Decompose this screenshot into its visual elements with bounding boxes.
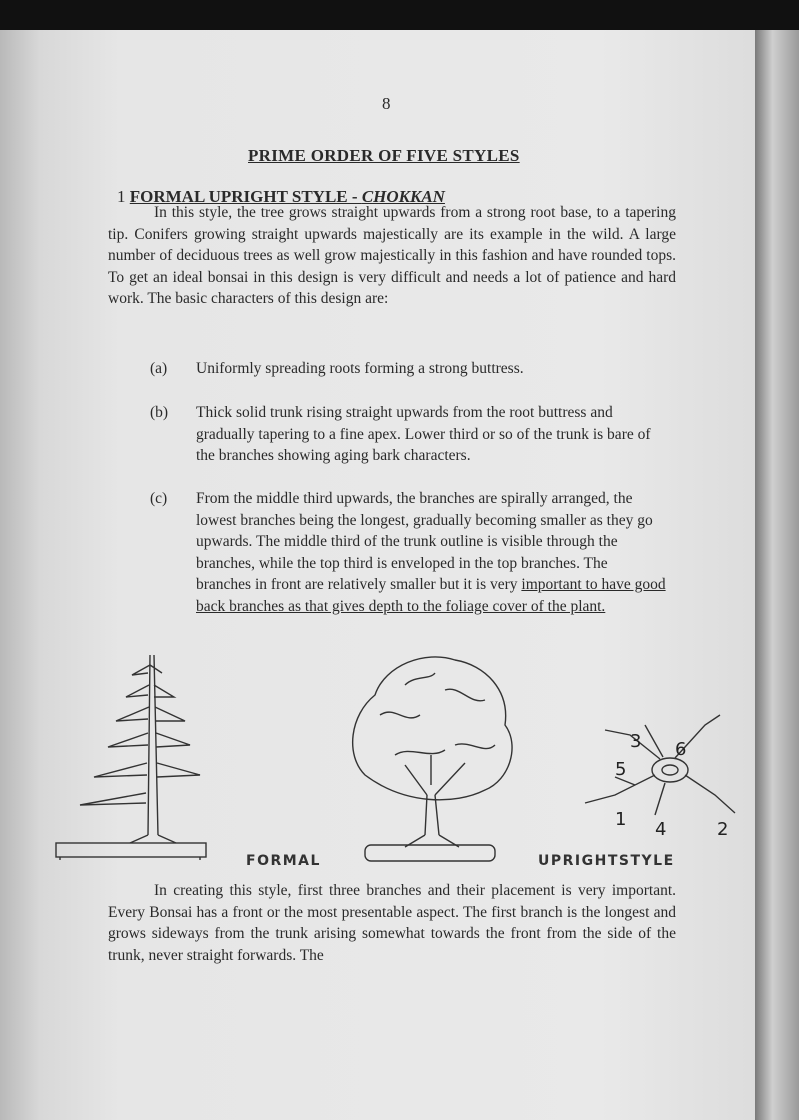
- branch-arrangement-diagram: [575, 695, 745, 845]
- page-number: 8: [382, 94, 391, 113]
- caption-upright-style: UPRIGHTSTYLE: [538, 853, 675, 869]
- section-heading-japanese: CHOKKAN: [361, 187, 445, 206]
- branch-number-3: 3: [630, 731, 642, 752]
- list-item-text: Uniformly spreading roots forming a strong buttress.: [196, 360, 524, 377]
- section-heading-text: FORMAL UPRIGHT STYLE -: [129, 187, 362, 206]
- branch-number-2: 2: [717, 819, 729, 840]
- list-item-label: (c): [150, 490, 168, 507]
- page-title: PRIME ORDER OF FIVE STYLES: [248, 146, 520, 165]
- caption-formal: FORMAL: [246, 853, 321, 869]
- book-page: [0, 30, 760, 1120]
- list-item-text: Thick solid trunk rising straight upwards from the root buttress and gradually tapering to a fine apex. Lower third or so of the trunk is bare of the branches showing aging bark characters.: [196, 404, 651, 464]
- list-item-text: From the middle third upwards, the branches are spirally arranged, the lowest branches being the longest, gradually becoming smaller as they go upwards. The middle third of the trunk outline is visible through the branches, while the top third is enveloped in the top branches. The branches in front are relatively smaller but it is very important to have good back branches as that gives depth to the foliage cover of the plant.: [196, 490, 666, 615]
- list-item-label: (a): [150, 360, 168, 377]
- branch-number-1: 1: [615, 809, 627, 830]
- intro-paragraph: In this style, the tree grows straight upwards from a strong root base, to a tapering tip. Conifers growing straight upwards majestically are its example in the wild. A large number of deciduous trees as well grow majestically in this fashion and have rounded tops. To get an ideal bonsai in this design is very difficult and needs a lot of patience and hard work. The basic characters of this design are:: [108, 204, 676, 307]
- branch-number-6: 6: [675, 739, 687, 760]
- scan-top-border: [0, 0, 799, 30]
- closing-paragraph: In creating this style, first three branches and their placement is very important. Every Bonsai has a front or the most presentable aspect. The first branch is the longest and grows sideways from the trunk arising somewhat towards the front from the side of the trunk, never straight forwards. The: [108, 882, 676, 964]
- branch-number-5: 5: [615, 759, 627, 780]
- conifer-drawing: [50, 645, 220, 860]
- list-item-label: (b): [150, 404, 169, 421]
- broadleaf-tree-drawing: [335, 645, 525, 865]
- underlined-emphasis: important to have good back branches as that gives depth to the foliage cover of the plant.: [196, 576, 666, 615]
- book-spine-edge: [755, 30, 799, 1120]
- branch-number-4: 4: [655, 819, 667, 840]
- section-number: 1: [117, 187, 126, 206]
